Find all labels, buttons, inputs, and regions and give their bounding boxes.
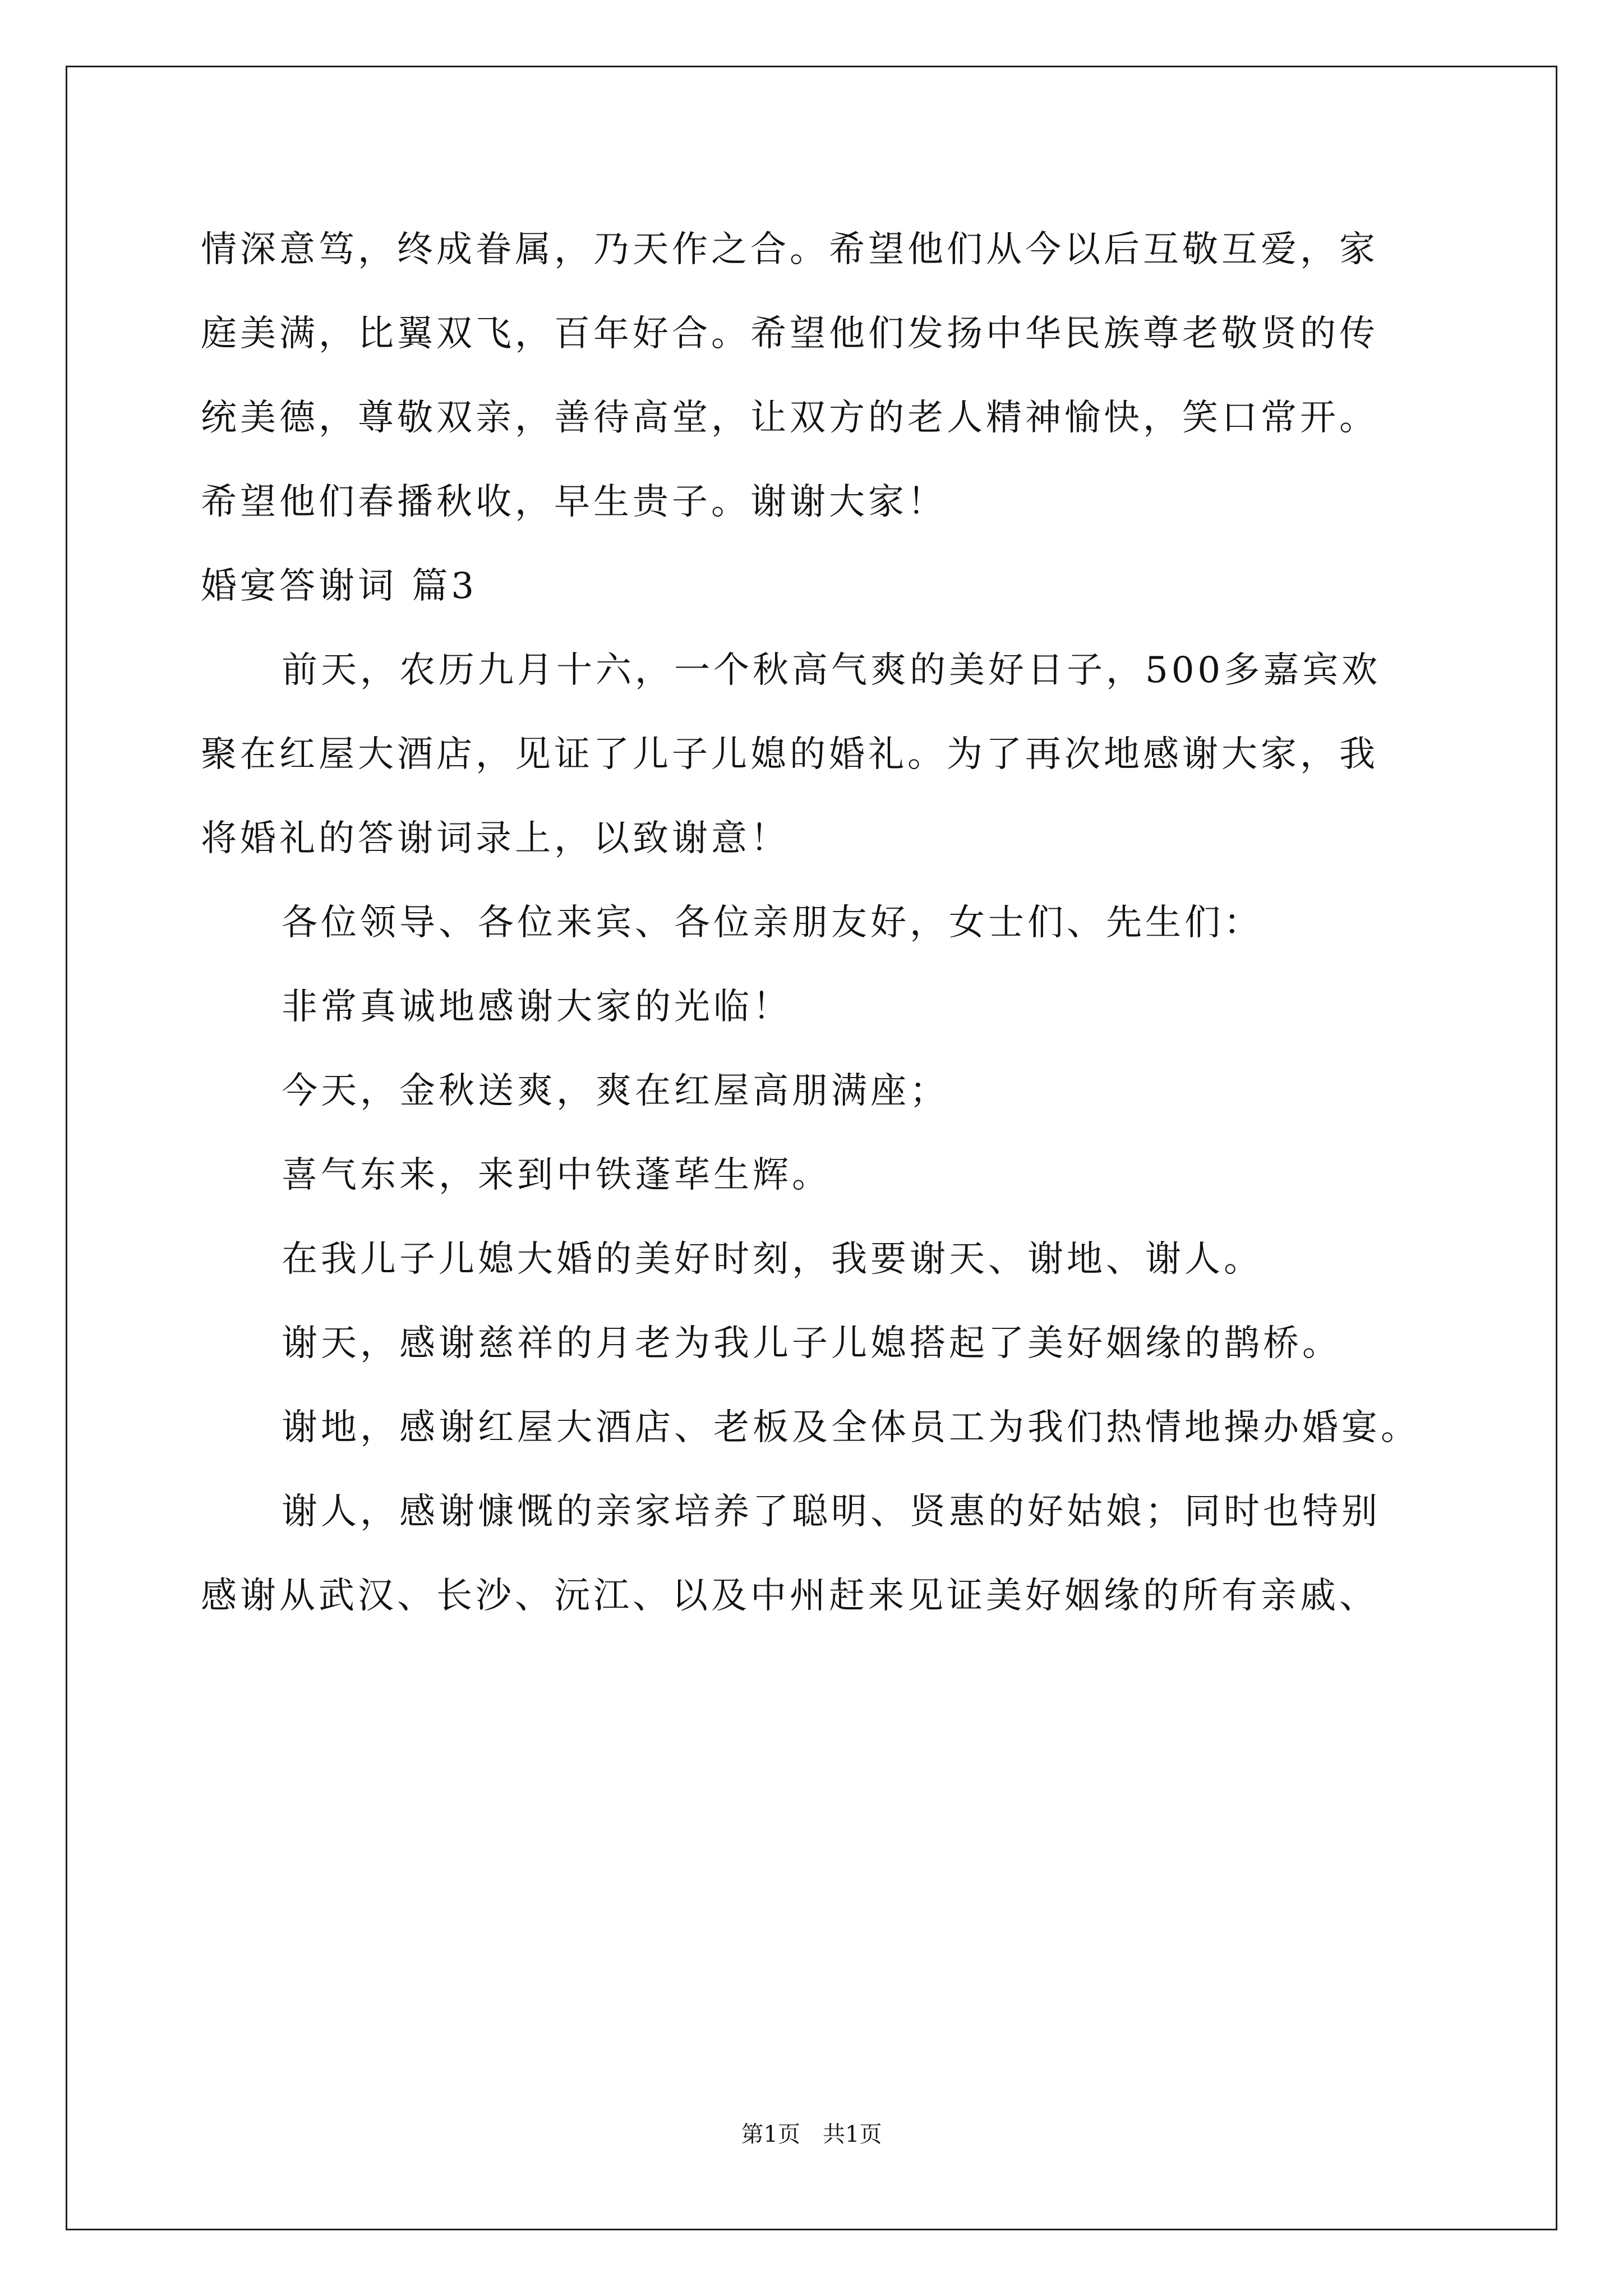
paragraph-line: 希望他们春播秋收，早生贵子。谢谢大家！ [201, 481, 947, 523]
paragraph-line: 情深意笃，终成眷属，乃天作之合。希望他们从今以后互敬互爱，家 [201, 229, 1378, 270]
paragraph-line: 前天，农历九月十六，一个秋高气爽的美好日子，500多嘉宾欢 [282, 650, 1381, 691]
paragraph-line: 喜气东来，来到中铁蓬荜生辉。 [282, 1154, 831, 1196]
paragraph-line: 感谢从武汉、长沙、沅江、以及中州赶来见证美好姻缘的所有亲戚、 [201, 1575, 1378, 1617]
paragraph-line: 谢人，感谢慷慨的亲家培养了聪明、贤惠的好姑娘；同时也特别 [282, 1491, 1381, 1533]
paragraph-line: 将婚礼的答谢词录上，以致谢意！ [201, 818, 790, 859]
paragraph-line: 聚在红屋大酒店，见证了儿子儿媳的婚礼。为了再次地感谢大家，我 [201, 734, 1378, 775]
paragraph-line: 庭美满，比翼双飞，百年好合。希望他们发扬中华民族尊老敬贤的传 [201, 313, 1378, 355]
paragraph-line: 非常真诚地感谢大家的光临！ [282, 986, 792, 1028]
section-heading: 婚宴答谢词 篇3 [201, 565, 478, 607]
paragraph-line: 今天，金秋送爽，爽在红屋高朋满座； [282, 1070, 949, 1112]
page-footer: 第1页 共1页 [741, 2122, 882, 2147]
page-border [66, 66, 1557, 2230]
paragraph-line: 谢天，感谢慈祥的月老为我儿子儿媳搭起了美好姻缘的鹊桥。 [282, 1323, 1341, 1364]
paragraph-line: 各位领导、各位来宾、各位亲朋友好，女士们、先生们： [282, 902, 1263, 944]
paragraph-line: 在我儿子儿媳大婚的美好时刻，我要谢天、谢地、谢人。 [282, 1239, 1263, 1280]
paragraph-line: 统美德，尊敬双亲，善待高堂，让双方的老人精神愉快，笑口常开。 [201, 397, 1378, 439]
paragraph-line: 谢地，感谢红屋大酒店、老板及全体员工为我们热情地操办婚宴。 [282, 1407, 1420, 1448]
